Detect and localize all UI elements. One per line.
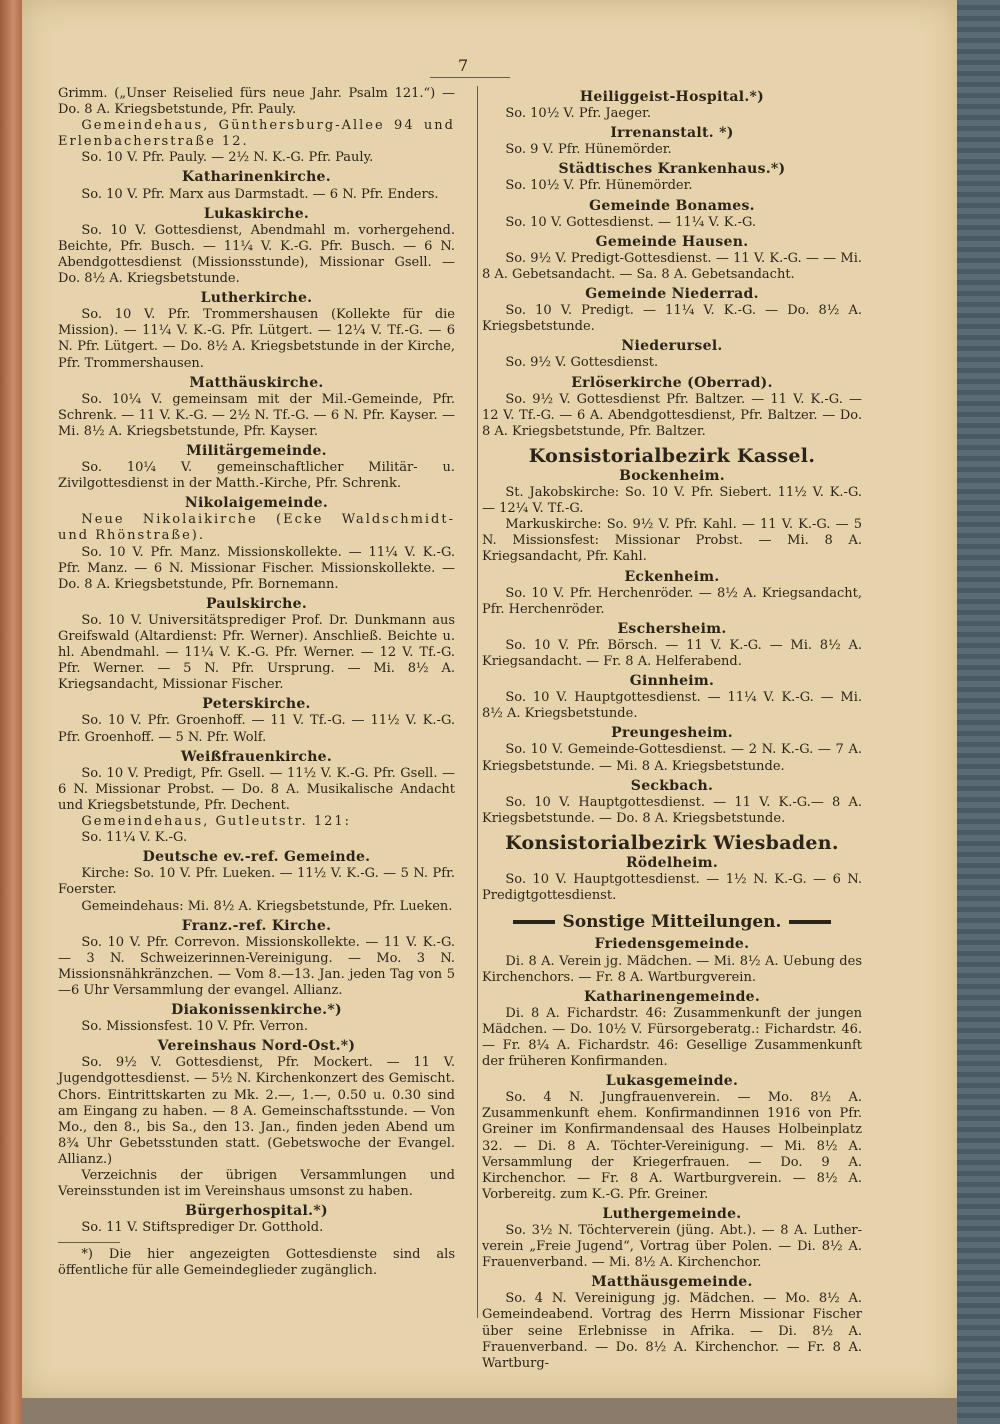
paragraph: Neue Nikolaikirche (Ecke Waldschmidt- und Rhönstraße). — [58, 512, 455, 544]
section-banner — [482, 912, 862, 933]
section-heading: Friedensgemeinde. — [594, 936, 750, 953]
paragraph: So. 10 V. Predigt. — 11¼ V. K.-G. — Do. 8½ A. Kriegsbetstunde. — [482, 303, 862, 335]
paragraph: So. 10 V. Pfr. Börsch. — 11 V. K.-G. — Mi. 8½ A. Kriegsandacht. — Fr. 8 A. Helferabend. — [482, 637, 862, 669]
paragraph: Di. 8 A. Fichardstr. 46: Zusammenkunft der jungen Mädchen. — Do. 10½ V. Fürsorgeberatg.: Fichardstr. 46. — Fr. 8¼ A. Fichardstr. 46: Gesellige Zusammenkunft der früheren Konfirmanden. — [482, 1005, 862, 1070]
section-heading: Lukasgemeinde. — [605, 1073, 739, 1090]
section-heading: Eschersheim. — [617, 620, 727, 637]
paragraph: Gemeindehaus, Gutleutstr. 121: — [81, 814, 352, 830]
section-heading: Ginnheim. — [629, 673, 715, 690]
section-heading: Deutsche ev.-ref. Gemeinde. — [142, 849, 371, 866]
paragraph: Grimm. („Unser Reiselied fürs neue Jahr. Psalm 121.“) — Do. 8 A. Kriegsbetstunde, Pfr. Pauly. — [58, 86, 455, 118]
page-edge-bottom — [22, 1398, 957, 1424]
paragraph: So. 10 V. Pfr. Groenhoff. — 11 V. Tf.-G. — 11½ V. K.-G. Pfr. Groenhoff. — 5 N. Pfr. Wolf. — [58, 713, 455, 745]
book-binding — [0, 0, 22, 1424]
paragraph: So. 10 V. Hauptgottesdienst. — 11 V. K.-G.— 8 A. Kriegsbetstunde. — Do. 8 A. Kriegsbetstunde. — [482, 794, 862, 826]
section-heading: Matthäusgemeinde. — [591, 1274, 753, 1291]
section-heading: Nikolaigemeinde. — [184, 495, 329, 512]
section-heading: Irrenanstalt. *) — [610, 125, 734, 142]
section-heading: Vereinshaus Nord-Ost.*) — [157, 1038, 356, 1055]
paragraph: So. 10 V. Pfr. Marx aus Darmstadt. — 6 N. Pfr. Enders. — [81, 186, 439, 202]
paragraph: So. 10¼ V. gemeinschaftlicher Militär- u. Zivilgottesdienst in der Matth.-Kirche, Pfr. Schrenk. — [58, 460, 455, 492]
section-heading: Bockenheim. — [619, 467, 725, 484]
left-column — [58, 86, 455, 1280]
paragraph: So. 10 V. Universitätsprediger Prof. Dr. Dunkmann aus Greifswald (Altardienst: Pfr. Werner). Anschließ. Beichte u. hl. Abendmahl. — 11¼ V. K.-G. Pfr. Werner. — 12 V. Tf.-G. Pfr. Werner. — 5 N. Pfr. Ursprung. — Mi. 8½ A. Kriegsandacht, Missionar Fischer. — [58, 612, 455, 693]
right-column — [482, 86, 862, 1372]
section-heading: Gemeinde Bonames. — [589, 197, 755, 214]
section-heading: Lukaskirche. — [203, 205, 310, 222]
section-heading: Luthergemeinde. — [602, 1205, 742, 1222]
paragraph: So. 9½ V. Predigt-Gottesdienst. — 11 V. K.-G. — — Mi. 8 A. Gebetsandacht. — Sa. 8 A. Gebetsandacht. — [482, 250, 862, 282]
paragraph: So. 9½ V. Gottesdienst Pfr. Baltzer. — 11 V. K.-G. — 12 V. Tf.-G. — 6 A. Abendgottesdienst, Pfr. Baltzer. — Do. 8 A. Kriegsbetstunde, Pfr. Baltzer. — [482, 391, 862, 439]
paragraph: So. 4 N. Jungfrauenverein. — Mo. 8½ A. Zusammenkunft ehem. Konfirmandinnen 1916 von Pfr. Greiner im Konfirmandensaal des Hauses Holbeinplatz 32. — Di. 8 A. Töchter-Vereinigung. — Mi. 8½ A. Versammlung der Kriegerfrauen. — Do. 9 A. Kirchenchor. — Fr. 8 A. Wartburgverein. — 8½ A. Vorbereitg. zum K.-G. Pfr. Greiner. — [482, 1090, 862, 1202]
section-heading: Eckenheim. — [624, 568, 720, 585]
section-heading: Militärgemeinde. — [186, 442, 327, 459]
footnote-rule — [58, 1242, 120, 1243]
paragraph: So. 4 N. Vereinigung jg. Mädchen. — Mo. 8½ A. Gemeindeabend. Vortrag des Herrn Missionar Fischer über seine Erlebnisse in Afrika. — Di. 8½ A. Frauenverband. — Do. 8½ A. Kirchenchor. — Fr. 8 A. Wartburg- — [482, 1291, 862, 1371]
page-number: 7 — [458, 56, 469, 75]
paragraph: So. 9 V. Pfr. Hünemörder. — [505, 142, 672, 158]
paragraph: So. 10 V. Hauptgottesdienst. — 11¼ V. K.-G. — Mi. 8½ A. Kriegsbetstunde. — [482, 690, 862, 722]
page-edge-right — [957, 0, 1000, 1424]
footnote: *) Die hier angezeigten Gottesdienste sind als öffentliche für alle Gemeindeglieder zugänglich. — [58, 1247, 455, 1279]
section-heading: Gemeinde Niederrad. — [585, 286, 759, 303]
section-heading: Franz.-ref. Kirche. — [181, 917, 332, 934]
paragraph: So. 10 V. Pfr. Herchenröder. — 8½ A. Kriegsandacht, Pfr. Herchenröder. — [482, 585, 862, 617]
section-heading: Heiliggeist-Hospital.*) — [579, 89, 765, 105]
section-heading: Städtisches Krankenhaus.*) — [558, 161, 786, 178]
paragraph: So. 3½ N. Töchterverein (jüng. Abt.). — 8 A. Luther-verein „Freie Jugend“, Vortrag über Polen. — Di. 8½ A. Frauenverband. — Mi. 8½ A. Kirchenchor. — [482, 1223, 862, 1271]
paragraph: So. 10 V. Gemeinde-Gottesdienst. — 2 N. K.-G. — 7 A. Kriegsbetstunde. — Mi. 8 A. Kriegsbetstunde. — [482, 742, 862, 774]
paragraph: Markuskirche: So. 9½ V. Pfr. Kahl. — 11 V. K.-G. — 5 N. Missionsfest: Missionar Probst. — Mi. 8 A. Kriegsandacht, Pfr. Kahl. — [482, 517, 862, 565]
section-heading: Bürgerhospital.*) — [185, 1203, 328, 1220]
banner-rule-left — [513, 920, 555, 924]
paragraph: So. 10 V. Pfr. Trommershausen (Kollekte für die Mission). — 11¼ V. K.-G. Pfr. Lütgert. — 12¼ V. Tf.-G. — 6 N. Pfr. Lütgert. — Do. 8½ A. Kriegsbetstunde in der Kirche, Pfr. Trommershausen. — [58, 307, 455, 371]
district-heading: Konsistorialbezirk Kassel. — [528, 444, 816, 467]
section-heading: Niederursel. — [621, 338, 723, 355]
section-heading: Weißfrauenkirche. — [180, 748, 333, 765]
paragraph: So. 10 V. Predigt, Pfr. Gsell. — 11½ V. K.-G. Pfr. Gsell. — 6 N. Missionar Probst. — Do. 8 A. Musikalische Andacht und Kriegsbetstunde, Pfr. Dechent. — [58, 765, 455, 813]
section-heading: Katharinengemeinde. — [583, 988, 761, 1005]
banner-rule-right — [789, 920, 831, 924]
district-heading: Konsistorialbezirk Wiesbaden. — [505, 831, 839, 854]
paragraph: St. Jakobskirche: So. 10 V. Pfr. Siebert. 11½ V. K.-G. — 12¼ V. Tf.-G. — [482, 485, 862, 517]
paragraph: So. 10 V. Pfr. Correvon. Missionskollekte. — 11 V. K.-G. — 3 N. Schweizerinnen-Vereinigung. — Mo. 3 N. Missionsnähkränzchen. — Vom 8.—13. Jan. jeden Tag von 5—6 Uhr Versammlung der evangel. Allianz. — [58, 934, 455, 998]
paragraph: So. Missionsfest. 10 V. Pfr. Verron. — [81, 1019, 308, 1035]
section-heading: Gemeinde Hausen. — [595, 233, 749, 250]
column-divider — [477, 86, 478, 1318]
paragraph: So. 10 V. Hauptgottesdienst. — 1½ N. K.-G. — 6 N. Predigtgottesdienst. — [482, 872, 862, 904]
header-rule — [430, 77, 510, 78]
paragraph: Di. 8 A. Verein jg. Mädchen. — Mi. 8½ A. Uebung des Kirchenchors. — Fr. 8 A. Wartburgverein. — [482, 953, 862, 985]
section-heading: Erlöserkirche (Oberrad). — [571, 374, 773, 391]
section-heading: Diakonissenkirche.*) — [171, 1002, 342, 1019]
paragraph: So. 11 V. Stiftsprediger Dr. Gotthold. — [81, 1220, 324, 1236]
section-heading: Preungesheim. — [611, 725, 733, 742]
section-heading: Matthäuskirche. — [189, 374, 324, 391]
paragraph: So. 10½ V. Pfr. Jaeger. — [505, 106, 652, 122]
section-heading: Paulskirche. — [205, 595, 308, 612]
section-heading: Seckbach. — [630, 777, 714, 794]
paragraph: So. 10¼ V. gemeinsam mit der Mil.-Gemeinde, Pfr. Schrenk. — 11 V. K.-G. — 2½ N. Tf.-G. — 6 N. Pfr. Kayser. — Mi. 8½ A. Kriegsbetstunde, Pfr. Kayser. — [58, 391, 455, 439]
paragraph: So. 10 V. Gottesdienst, Abendmahl m. vorhergehend. Beichte, Pfr. Busch. — 11¼ V. K.-G. Pfr. Busch. — 6 N. Abendgottesdienst (Missionsstunde), Missionar Gsell. — Do. 8½ A. Kriegsbetstunde. — [58, 222, 455, 287]
paragraph: Kirche: So. 10 V. Pfr. Lueken. — 11½ V. K.-G. — 5 N. Pfr. Foerster. — [58, 866, 455, 898]
section-heading: Katharinenkirche. — [182, 169, 331, 186]
paragraph: So. 9½ V. Gottesdienst. — [505, 355, 659, 371]
section-heading: Peterskirche. — [202, 696, 311, 713]
paragraph: So. 11¼ V. K.-G. — [81, 830, 188, 846]
banner-title: Sonstige Mitteilungen. — [562, 912, 782, 933]
section-heading: Rödelheim. — [625, 855, 719, 872]
paragraph: So. 9½ V. Gottesdienst, Pfr. Mockert. — 11 V. Jugendgottesdienst. — 5½ N. Kirchenkonzert des Gemischt. Chors. Eintrittskarten zu Mk. 2.—, 1.—, 0.50 u. 0.30 sind am Eingang zu haben. — 8 A. Gemeinschaftsstunde. — Von Mo., den 8., bis Sa., den 13. Jan., finden jeden Abend um 8¾ Uhr Gebetsstunden statt. (Gebetswoche der Evangel. Allianz.) — [58, 1055, 455, 1167]
paragraph: So. 10 V. Pfr. Pauly. — 2½ N. K.-G. Pfr. Pauly. — [81, 150, 374, 166]
section-heading: Lutherkirche. — [200, 290, 313, 307]
paragraph: So. 10½ V. Pfr. Hünemörder. — [505, 178, 693, 194]
paragraph: Gemeindehaus: Mi. 8½ A. Kriegsbetstunde, Pfr. Lueken. — [81, 898, 453, 914]
paragraph: So. 10 V. Gottesdienst. — 11¼ V. K.-G. — [505, 214, 757, 230]
paragraph: Verzeichnis der übrigen Versammlungen und Vereinsstunden ist im Vereinshaus umsonst zu haben. — [58, 1168, 455, 1200]
paragraph: Gemeindehaus, Günthersburg-Allee 94 und Erlenbacherstraße 12. — [58, 118, 455, 150]
paragraph: So. 10 V. Pfr. Manz. Missionskollekte. — 11¼ V. K.-G. Pfr. Manz. — 6 N. Missionar Fischer. Missionskollekte. — Do. 8 A. Kriegsbetstunde, Pfr. Bornemann. — [58, 544, 455, 592]
